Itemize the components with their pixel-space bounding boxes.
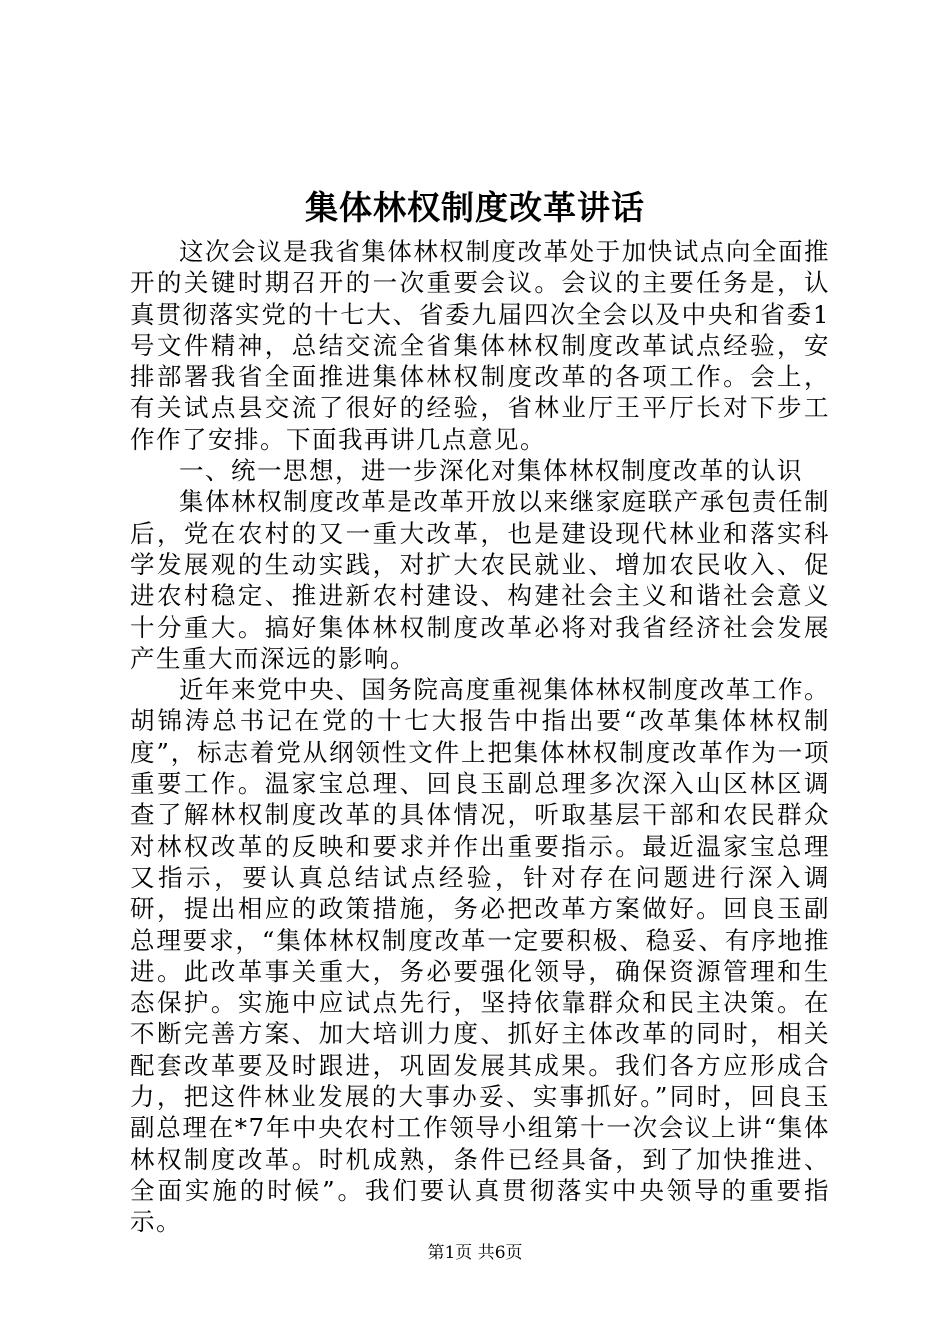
document-body [130, 236, 830, 1238]
section-heading: 一、统一思想，进一步深化对集体林权制度改革的认识 [179, 456, 803, 486]
document-title: 集体林权制度改革讲话 [305, 188, 645, 227]
paragraph-reform-significance: 集体林权制度改革是改革开放以来继家庭联产承包责任制后，党在农村的又一重大改革，也是建设现代林业和落实科学发展观的生动实践，对扩大农民就业、增加农民收入、促进农村稳定、推进新农村建设、构建社会主义和谐社会意义十分重大。搞好集体林权制度改革必将对我省经济社会发展产生重大而深远的影响。 [130, 487, 830, 673]
page-number-footer: 第1页 共6页 [427, 1243, 523, 1263]
paragraph-central-attention: 近年来党中央、国务院高度重视集体林权制度改革工作。胡锦涛总书记在党的十七大报告中指出要“改革集体林权制度”，标志着党从纲领性文件上把集体林权制度改革作为一项重要工作。温家宝总理、回良玉副总理多次深入山区林区调查了解林权制度改革的具体情况，听取基层干部和农民群众对林权改革的反映和要求并作出重要指示。最近温家宝总理又指示，要认真总结试点经验，针对存在问题进行深入调研，提出相应的政策措施，务必把改革方案做好。回良玉副总理要求，“集体林权制度改革一定要积极、稳妥、有序地推进。此改革事关重大，务必要强化领导，确保资源管理和生态保护。实施中应试点先行，坚持依靠群众和民主决策。在不断完善方案、加大培训力度、抓好主体改革的同时，相关配套改革要及时跟进，巩固发展其成果。我们各方应形成合力，把这件林业发展的大事办妥、实事抓好。”同时，回良玉副总理在*7年中央农村工作领导小组第十一次会议上讲“集体林权制度改革。时机成熟，条件已经具备，到了加快推进、全面实施的时候”。我们要认真贯彻落实中央领导的重要指示。 [130, 675, 830, 1237]
paragraph-intro: 这次会议是我省集体林权制度改革处于加快试点向全面推开的关键时期召开的一次重要会议。会议的主要任务是，认真贯彻落实党的十七大、省委九届四次全会以及中央和省委1号文件精神，总结交流全省集体林权制度改革试点经验，安排部署我省全面推进集体林权制度改革的各项工作。会上，有关试点县交流了很好的经验，省林业厅王平厅长对下步工作作了安排。下面我再讲几点意见。 [130, 237, 830, 454]
